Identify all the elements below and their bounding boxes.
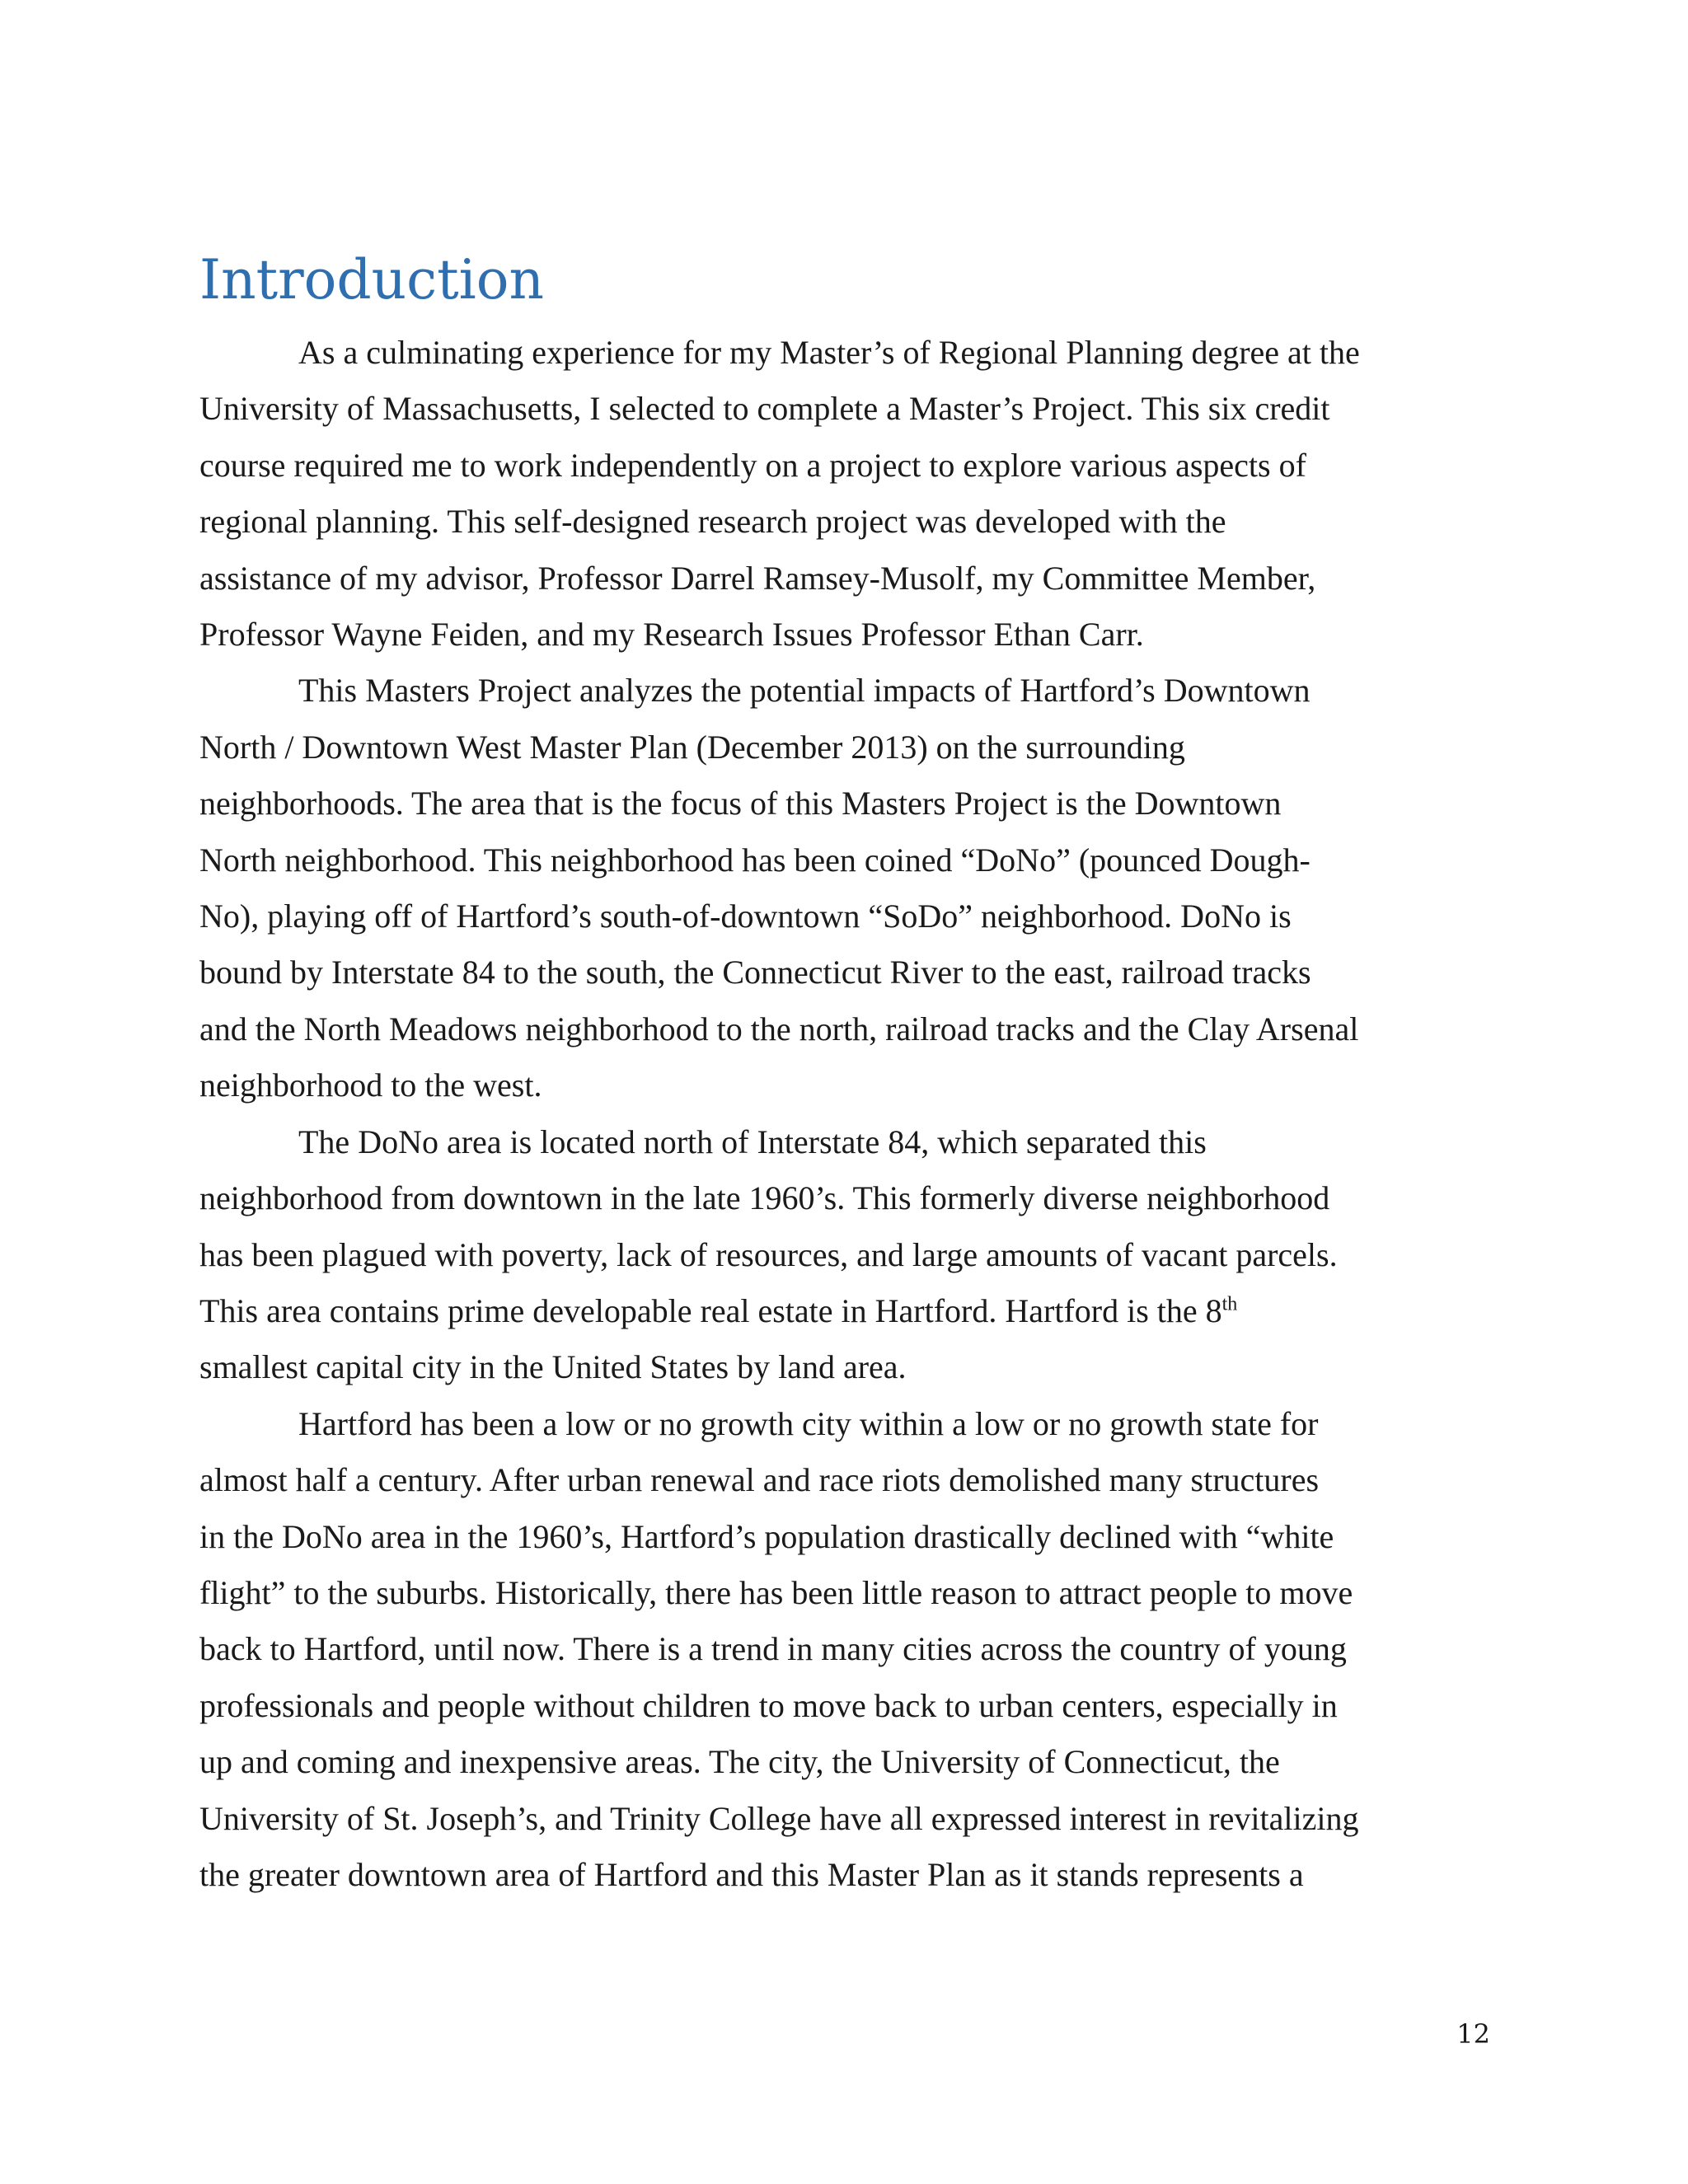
paragraph-line: in the DoNo area in the 1960’s, Hartford’s population drastically declined with “white bbox=[199, 1517, 1334, 1555]
paragraph-line: Hartford has been a low or no growth city within a low or no growth state for bbox=[298, 1404, 1319, 1442]
paragraph-line: The DoNo area is located north of Interstate 84, which separated this bbox=[298, 1122, 1207, 1160]
paragraph-line: University of St. Joseph’s, and Trinity College have all expressed interest in revitalizing bbox=[199, 1799, 1359, 1837]
paragraph-line: Professor Wayne Feiden, and my Research Issues Professor Ethan Carr. bbox=[199, 616, 1144, 654]
paragraph-line: neighborhoods. The area that is the focus of this Masters Project is the Downtown bbox=[199, 785, 1282, 823]
paragraph-4 bbox=[199, 1396, 1485, 1904]
paragraph-line bbox=[199, 1283, 1485, 1339]
paragraph-line: back to Hartford, until now. There is a trend in many cities across the country of young bbox=[199, 1630, 1347, 1668]
paragraph-line: assistance of my advisor, Professor Darrel Ramsey-Musolf, my Committee Member, bbox=[199, 559, 1316, 597]
paragraph-line: No), playing off of Hartford’s south-of-downtown “SoDo” neighborhood. DoNo is bbox=[199, 898, 1292, 935]
paragraph-line: smallest capital city in the United States by land area. bbox=[199, 1348, 907, 1386]
paragraph-line: This Masters Project analyzes the potential impacts of Hartford’s Downtown bbox=[298, 672, 1311, 710]
paragraph-line: professionals and people without children to move back to urban centers, especially in bbox=[199, 1686, 1338, 1724]
paragraph-line: North / Downtown West Master Plan (December 2013) on the surrounding bbox=[199, 728, 1185, 766]
paragraph-line: almost half a century. After urban renewal and race riots demolished many structures bbox=[199, 1461, 1320, 1499]
paragraph-line: neighborhood to the west. bbox=[199, 1066, 542, 1104]
paragraph-line: has been plagued with poverty, lack of resources, and large amounts of vacant parcels. bbox=[199, 1235, 1338, 1273]
paragraph-line: neighborhood from downtown in the late 1960’s. This formerly diverse neighborhood bbox=[199, 1179, 1330, 1217]
paragraph-3 bbox=[199, 1114, 1485, 1396]
paragraph-line: the greater downtown area of Hartford and this Master Plan as it stands represents a bbox=[199, 1855, 1304, 1893]
paragraph-line: up and coming and inexpensive areas. The city, the University of Connecticut, the bbox=[199, 1743, 1280, 1781]
paragraph-line-text: This area contains prime developable real estate in Hartford. Hartford is the 8 bbox=[199, 1291, 1222, 1329]
paragraph-line: flight” to the suburbs. Historically, there has been little reason to attract people to move bbox=[199, 1573, 1353, 1611]
section-heading: Introduction bbox=[199, 248, 544, 312]
paragraph-line: course required me to work independently on a project to explore various aspects of bbox=[199, 446, 1306, 484]
paragraph-2 bbox=[199, 663, 1485, 1113]
paragraph-line: bound by Interstate 84 to the south, the Connecticut River to the east, railroad tracks bbox=[199, 954, 1311, 991]
page-number: 12 bbox=[1456, 2018, 1490, 2050]
paragraph-line: North neighborhood. This neighborhood has been coined “DoNo” (pounced Dough- bbox=[199, 841, 1311, 879]
paragraph-line: regional planning. This self-designed research project was developed with the bbox=[199, 503, 1226, 541]
page-content bbox=[199, 247, 1485, 1903]
paragraph-line: University of Massachusetts, I selected to complete a Master’s Project. This six credit bbox=[199, 390, 1330, 428]
paragraph-1 bbox=[199, 325, 1485, 663]
paragraph-line: and the North Meadows neighborhood to the north, railroad tracks and the Clay Arsenal bbox=[199, 1010, 1359, 1047]
paragraph-line: As a culminating experience for my Master’s of Regional Planning degree at the bbox=[298, 334, 1360, 371]
ordinal-superscript: th bbox=[1221, 1293, 1238, 1315]
